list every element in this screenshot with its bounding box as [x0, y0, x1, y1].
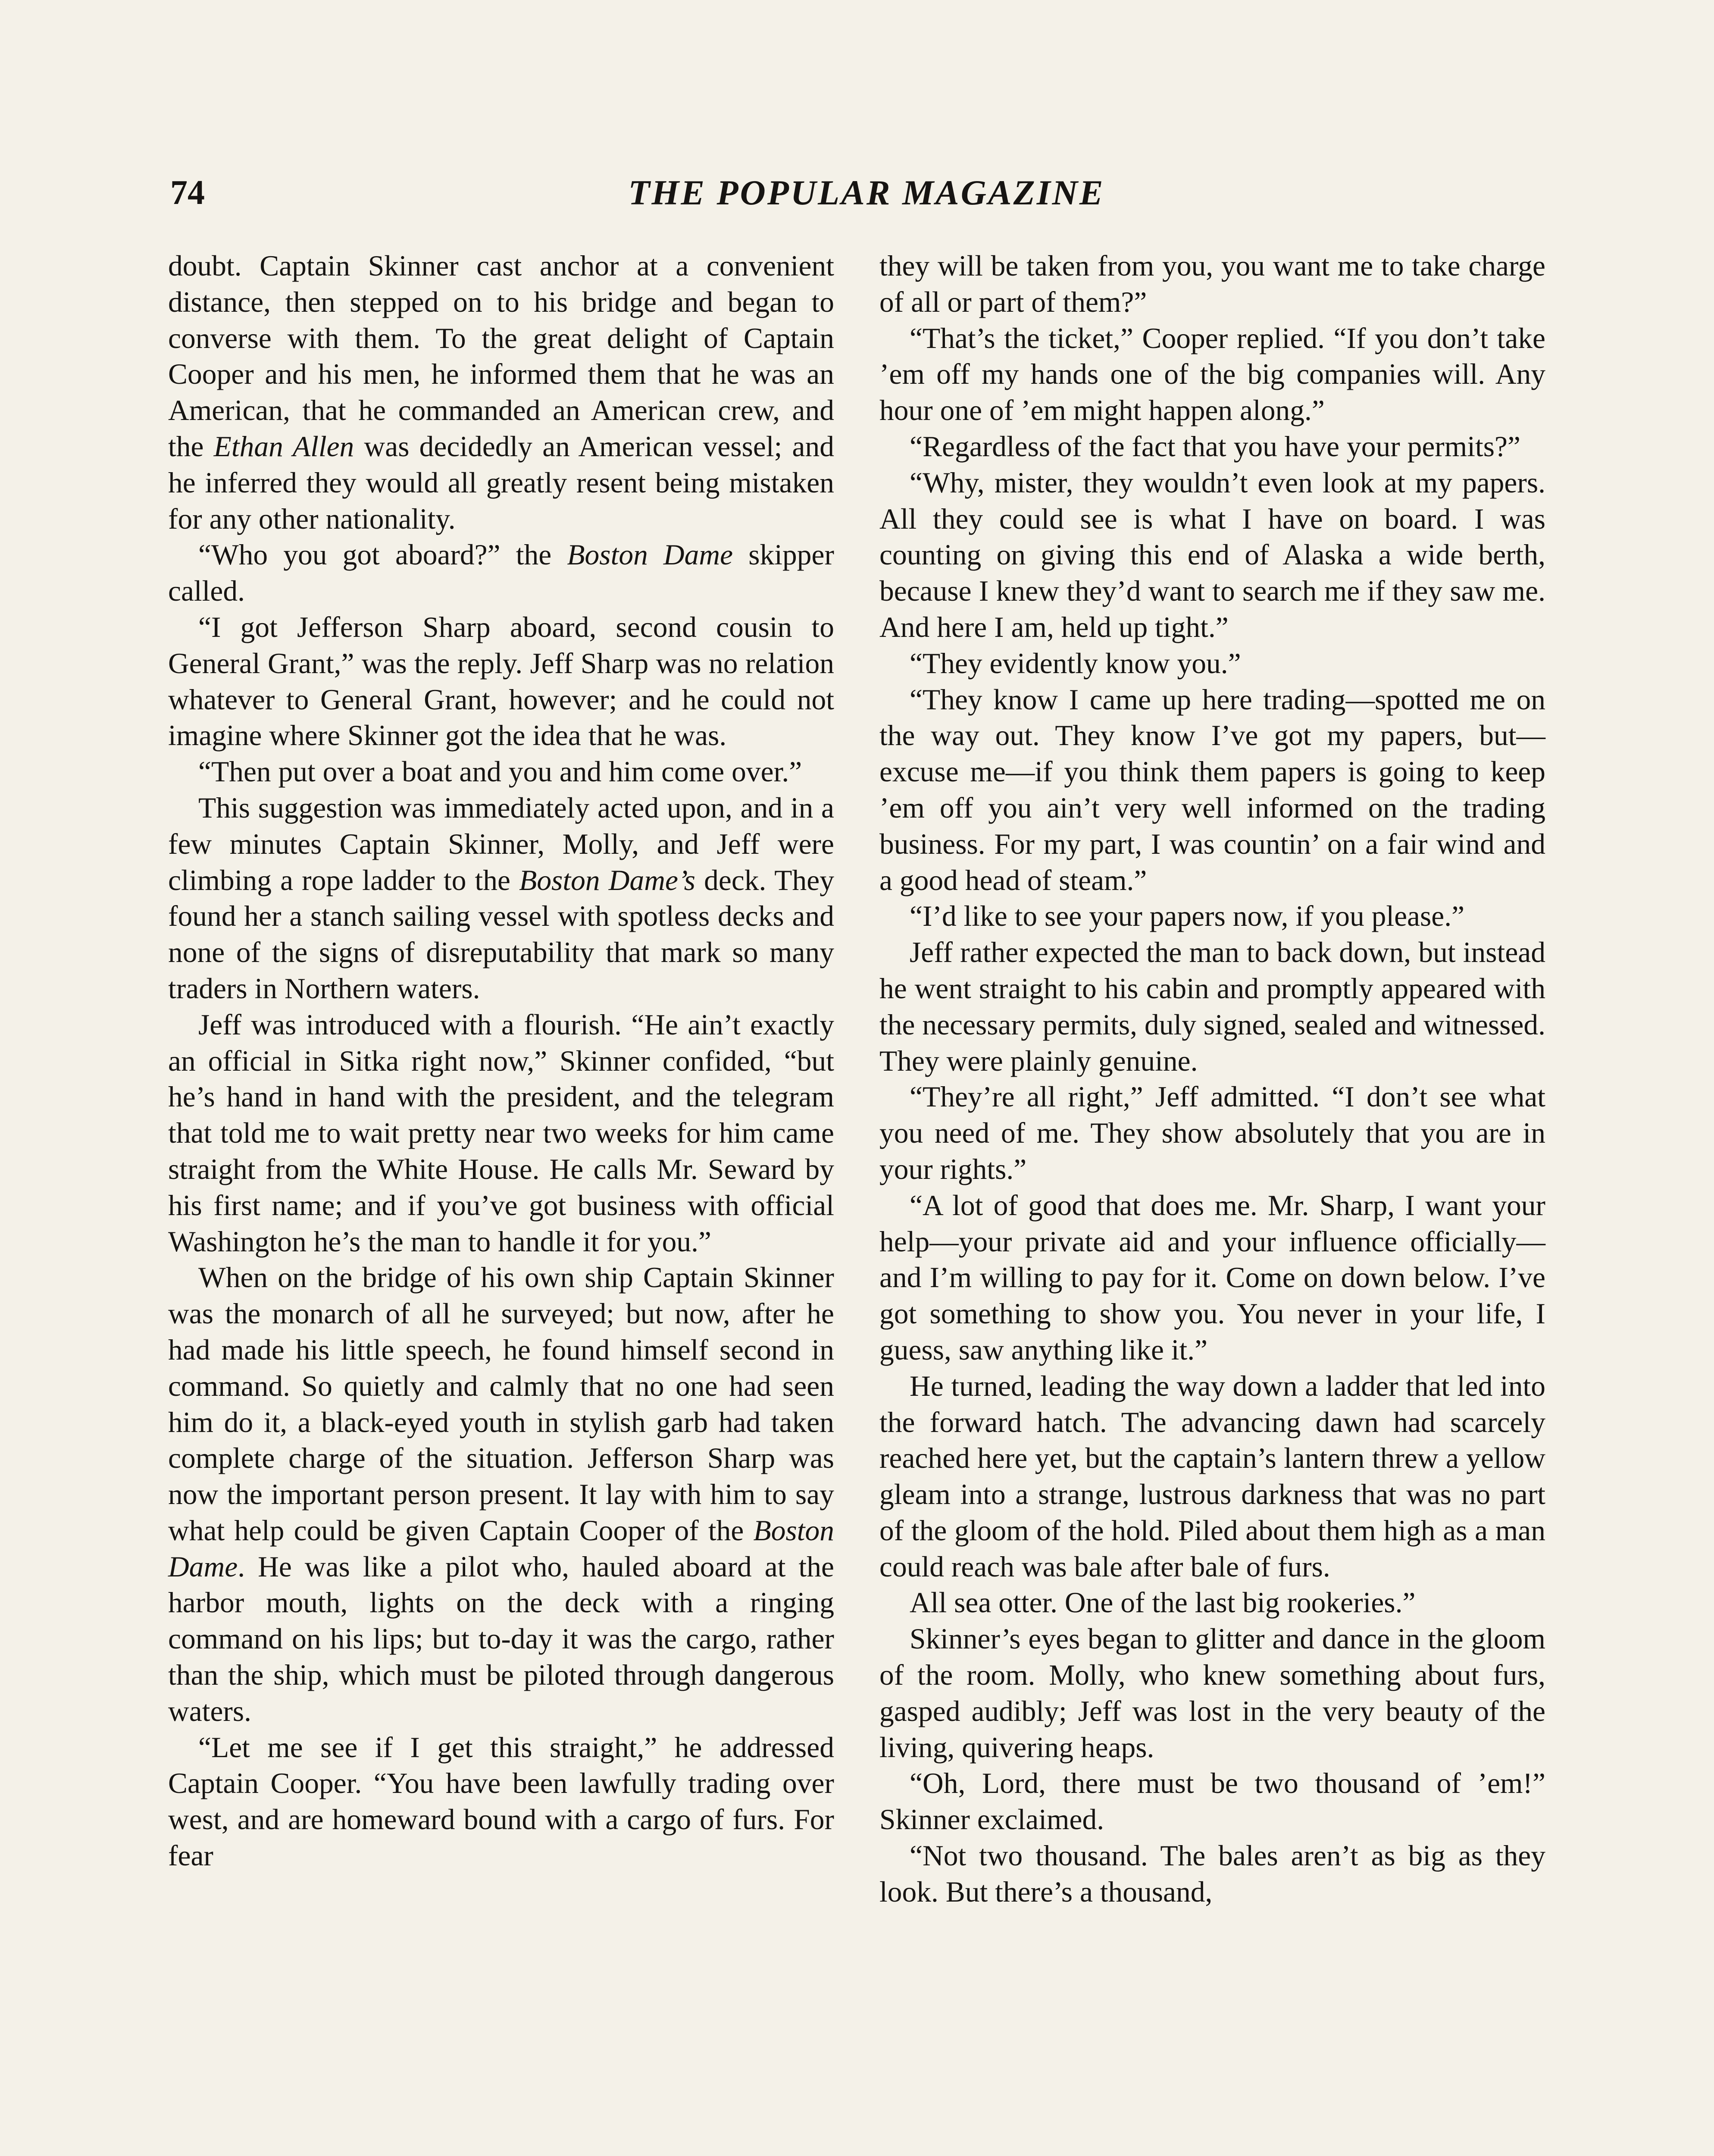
paragraph: “Regardless of the fact that you have your permits?” — [910, 430, 1520, 463]
right-text-column — [879, 248, 1545, 1910]
page-header — [170, 169, 1563, 225]
paragraph: “Oh, Lord, there must be two thousand of ’em!” Skinner exclaimed. — [879, 1767, 1545, 1836]
paragraph: All sea otter. One of the last big rookeries.” — [910, 1586, 1416, 1619]
paragraph: Skinner’s eyes began to glitter and dance in the gloom of the room. Molly, who knew something about furs, gasped audibly; Jeff was lost in the very beauty of the living, quivering heaps. — [879, 1623, 1545, 1764]
paragraph: This suggestion was immediately acted upon, and in a few minutes Captain Skinner, Molly, and Jeff were climbing a rope ladder to the Boston Dame’s deck. They found her a stanch sailing vessel with spotless decks and none of the signs of disreputability that mark so many traders in Northern waters. — [168, 791, 834, 1005]
paragraph: Jeff was introduced with a flourish. “He ain’t exactly an official in Sitka right now,” Skinner confided, “but he’s hand in hand with the president, and the telegram that told me to wait pretty near two weeks for him came straight from the White House. He calls Mr. Seward by his first name; and if you’ve got business with official Washington he’s the man to handle it for you.” — [168, 1008, 834, 1258]
paragraph: doubt. Captain Skinner cast anchor at a convenient distance, then stepped on to his bridge and began to converse with them. To the great delight of Captain Cooper and his men, he informed them that he was an American, that he commanded an American crew, and the Ethan Allen was decidedly an American vessel; and he inferred they would all greatly resent being mistaken for any other nationality. — [168, 250, 835, 535]
paragraph: “They know I came up here trading—spotted me on the way out. They know I’ve got my papers, but—excuse me—if you think them papers is going to keep ’em off you ain’t very well informed on the trading business. For my part, I was countin’ on a fair wind and a good head of steam.” — [879, 683, 1545, 896]
paragraph: “They evidently know you.” — [910, 647, 1241, 680]
paragraph: “They’re all right,” Jeff admitted. “I don’t see what you need of me. They show absolutely that you are in your rights.” — [879, 1081, 1545, 1185]
running-title: THE POPULAR MAGAZINE — [628, 173, 1105, 212]
paragraph: Jeff rather expected the man to back down, but instead he went straight to his cabin and promptly appeared with the necessary permits, duly signed, sealed and witnessed. They were plainly genuine. — [879, 936, 1545, 1077]
paragraph: When on the bridge of his own ship Captain Skinner was the monarch of all he surveyed; but now, after he had made his little speech, he found himself second in command. So quietly and calmly that no one had seen him do it, a black-eyed youth in stylish garb had taken complete charge of the situation. Jefferson Sharp was now the important person present. It lay with him to say what help could be given Captain Cooper of the Boston Dame. He was like a pilot who, hauled aboard at the harbor mouth, lights on the deck with a ringing command on his lips; but to-day it was the cargo, rather than the ship, which must be piloted through dangerous waters. — [168, 1261, 834, 1727]
page-number: 74 — [170, 174, 205, 212]
paragraph: “Then put over a boat and you and him come over.” — [198, 755, 802, 788]
paragraph: “I’d like to see your papers now, if you please.” — [910, 900, 1465, 933]
paragraph: “I got Jefferson Sharp aboard, second cousin to General Grant,” was the reply. Jeff Sharp was no relation whatever to General Grant, however; and he could not imagine where Skinner got the idea that he was. — [168, 611, 834, 752]
paragraph: they will be taken from you, you want me to take charge of all or part of them?” — [879, 250, 1545, 318]
paragraph: “Let me see if I get this straight,” he addressed Captain Cooper. “You have been lawfully trading over west, and are homeward bound with a cargo of furs. For fear — [168, 1731, 834, 1872]
paragraph: “Why, mister, they wouldn’t even look at my papers. All they could see is what I have on board. I was counting on giving this end of Alaska a wide berth, because I knew they’d want to search me if they saw me. And here I am, held up tight.” — [879, 466, 1545, 643]
paragraph: He turned, leading the way down a ladder that led into the forward hatch. The advancing dawn had scarcely reached here yet, but the captain’s lantern threw a yellow gleam into a strange, lustrous darkness that was no part of the gloom of the hold. Piled about them high as a man could reach was bale after bale of furs. — [879, 1369, 1545, 1583]
left-text-column — [168, 248, 834, 1874]
paragraph: “A lot of good that does me. Mr. Sharp, I want your help—your private aid and your influence officially—and I’m willing to pay for it. Come on down below. I’ve got something to show you. You never in your life, I guess, saw anything like it.” — [879, 1189, 1545, 1366]
paragraph: “Who you got aboard?” the Boston Dame skipper called. — [168, 539, 834, 608]
paragraph: “Not two thousand. The bales aren’t as big as they look. But there’s a thousand, — [879, 1839, 1545, 1908]
paragraph: “That’s the ticket,” Cooper replied. “If you don’t take ’em off my hands one of the big companies will. Any hour one of ’em might happen along.” — [879, 322, 1545, 427]
